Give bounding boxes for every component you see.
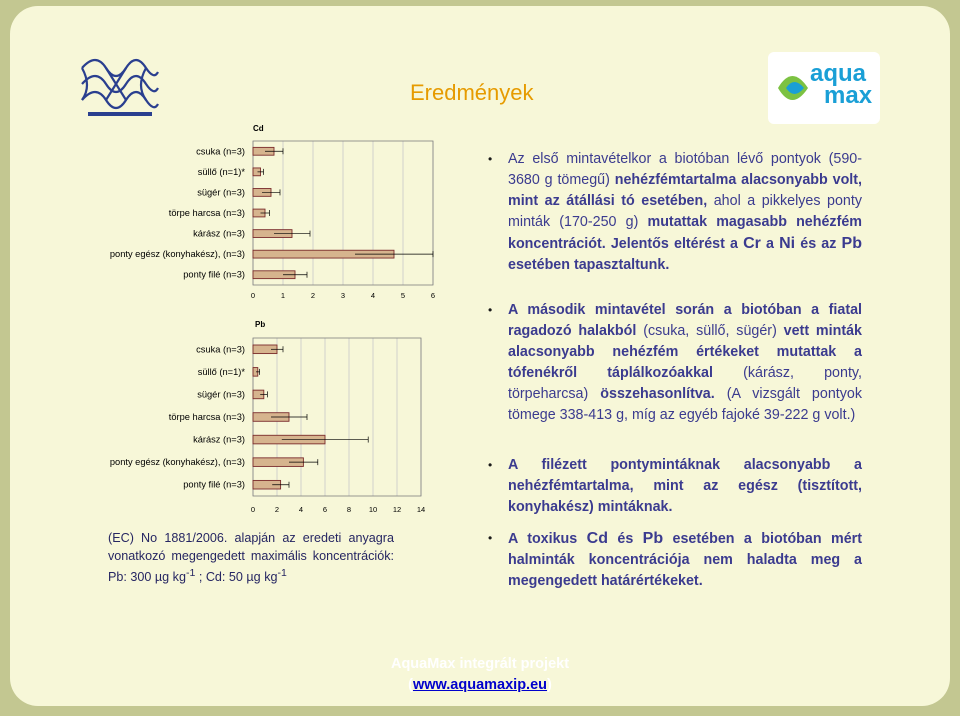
b2-text-1: A második mintavétel során a biotóban a fiatal ragadozó halakból <box>508 302 862 339</box>
b1-pb: Pb <box>841 235 862 252</box>
chart2-category-label: törpe harcsa (n=3) <box>168 412 245 422</box>
b2-text-5: összehasonlítva. <box>600 386 715 402</box>
bullet-first-sampling <box>488 149 862 276</box>
chart2-category-label: sügér (n=3) <box>197 389 245 400</box>
chart2-x-tick-label: 8 <box>346 505 352 514</box>
chart2-x-tick-label: 14 <box>416 505 426 514</box>
b4-es: és <box>607 531 643 547</box>
b4-cd: Cd <box>586 530 608 547</box>
b1-text-2: nehézfémtartalma alacsonyabb volt, mint az átállási tó esetében, <box>508 172 863 209</box>
note-mid: ; Cd: 50 µg kg <box>195 570 278 585</box>
chart2-title: Pb <box>255 320 266 329</box>
bullet-toxic <box>488 528 862 592</box>
b4-text-1: A toxikus <box>508 531 587 547</box>
b1-end: esetében tapasztaltunk. <box>508 257 670 273</box>
b2-text-2: (csuka, süllő, sügér) <box>636 323 784 339</box>
note-text: (EC) No 1881/2006. alapján az eredeti anyagra vonatkozó megengedett maximális koncentrációk: Pb: 300 µg kg <box>108 531 394 585</box>
b1-es: és az <box>795 236 842 252</box>
b1-ni: Ni <box>779 235 796 252</box>
footer-link[interactable]: www.aquamaxip.eu <box>412 677 548 693</box>
footer-paren-close: ) <box>547 677 552 693</box>
bullet-dot: • <box>488 152 493 166</box>
chart2-x-tick-label: 6 <box>322 505 328 514</box>
chart1-x-tick-label: 3 <box>340 291 346 300</box>
chart1-x-tick-label: 6 <box>430 291 436 300</box>
chart1-x-tick-label: 1 <box>280 291 286 300</box>
b2-text-4: (kárász, ponty, törpeharcsa) <box>508 365 862 402</box>
b1-text-3: ahol a pikkelyes ponty minták (170-250 g) <box>508 193 862 230</box>
b1-text-1: Az első mintavételkor a biotóban lévő pontyok (590-3680 g tömegű) <box>508 151 862 188</box>
logo-text-max: max <box>824 82 873 109</box>
chart1-category-label: ponty filé (n=3) <box>183 269 245 280</box>
chart1-category-label: csuka (n=3) <box>196 146 245 157</box>
chart1-x-tick-label: 5 <box>400 291 406 300</box>
chart2-x-tick-label: 0 <box>250 505 256 514</box>
b1-cr: Cr <box>743 235 761 252</box>
chart1-category-label: törpe harcsa (n=3) <box>168 208 245 218</box>
bullet-dot: • <box>488 531 493 545</box>
note-sup-1: -1 <box>185 567 196 579</box>
logo-text-aqua: aqua <box>810 60 867 87</box>
chart2-x-tick-label: 2 <box>274 505 280 514</box>
regulation-note <box>108 530 394 587</box>
chart2-x-tick-label: 4 <box>298 505 304 514</box>
footer-paren-open: ( <box>408 677 413 693</box>
chart2-category-label: csuka (n=3) <box>196 344 245 355</box>
b1-text-4: mutattak magasabb nehézfém koncentrációt. Jelentős eltérést a <box>508 214 863 252</box>
note-sup-2: -1 <box>277 567 287 579</box>
footer <box>368 654 592 696</box>
chart2-x-tick-label: 10 <box>368 505 378 514</box>
b2-text-3: vett minták alacsonyabb nehézfém értékeket mutattak a tófenékről táplálkozóakkal <box>508 323 862 381</box>
chart1-title: Cd <box>253 124 264 133</box>
chart1-x-tick-label: 4 <box>370 291 376 300</box>
b4-pb: Pb <box>642 530 664 547</box>
chart1-category-label: kárász (n=3) <box>193 228 245 239</box>
chart1-x-tick-label: 0 <box>250 291 256 300</box>
bullet-second-sampling <box>488 300 862 426</box>
chart2-category-label: ponty egész (konyhakész), (n=3) <box>109 457 245 468</box>
b3-text: A filézett pontymintáknak alacsonyabb a nehézfémtartalma, mint az egész (tisztított, konyhakész) mintáknak. <box>508 457 862 515</box>
bullet-dot: • <box>488 458 493 472</box>
chart1-category-label: ponty egész (konyhakész), (n=3) <box>109 249 245 260</box>
footer-project: AquaMax integrált projekt <box>390 656 570 672</box>
chart2-x-tick-label: 12 <box>392 505 402 514</box>
b2-text-6: (A vizsgált pontyok tömege 338-413 g, míg az egyéb fajoké 39-222 g volt.) <box>508 386 863 423</box>
bullet-fillet <box>488 455 862 518</box>
bullet-dot: • <box>488 303 493 317</box>
chart2-category-label: süllő (n=1)* <box>197 366 245 377</box>
b4-end: esetében a biotóban mért halminták koncentrációja nem haladta meg a megengedett határértékeket. <box>508 531 862 589</box>
chart2-category-label: ponty filé (n=3) <box>183 479 245 490</box>
chart1-x-tick-label: 2 <box>310 291 316 300</box>
chart1-category-label: sügér (n=3) <box>197 187 245 198</box>
chart1-category-label: süllő (n=1)* <box>197 166 245 177</box>
chart2-category-label: kárász (n=3) <box>193 434 245 445</box>
page-title: Eredmények <box>410 80 534 105</box>
b1-a: a <box>760 236 780 252</box>
